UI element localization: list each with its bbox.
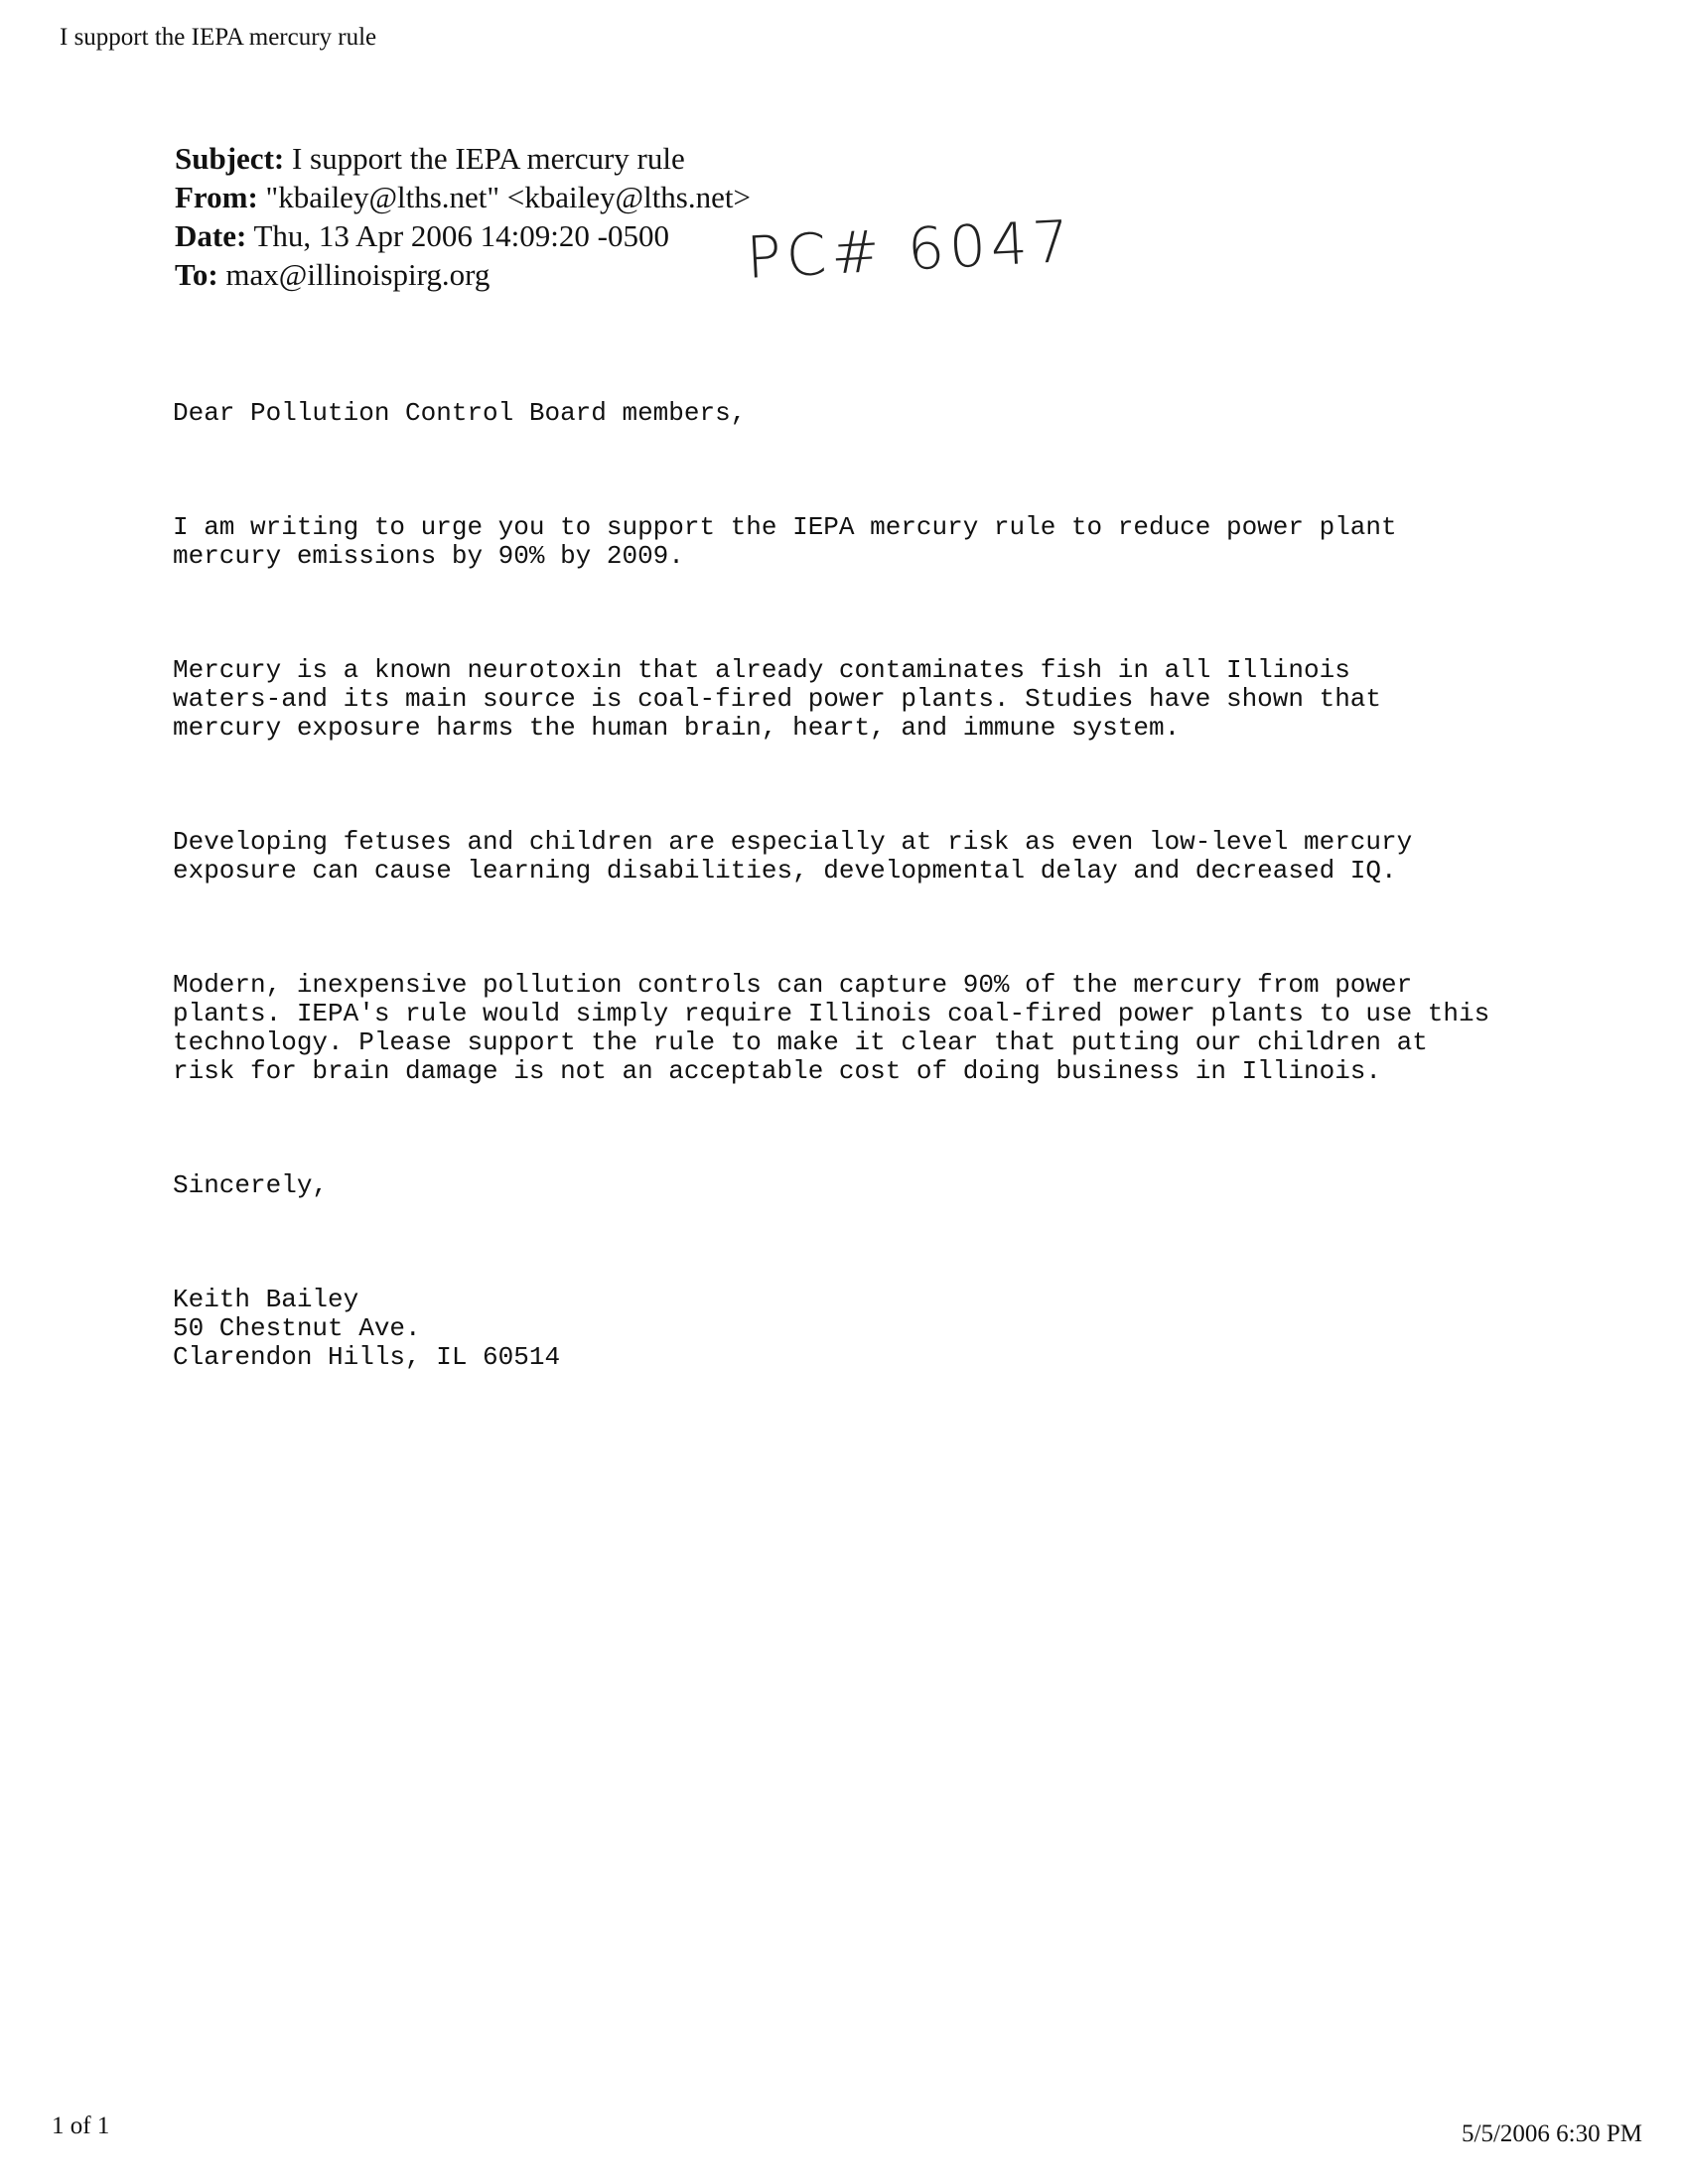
- header-subject-value: I support the IEPA mercury rule: [291, 141, 685, 176]
- header-from-label: From:: [175, 180, 258, 214]
- header-to-label: To:: [175, 257, 218, 292]
- header-date-value: Thu, 13 Apr 2006 14:09:20 -0500: [253, 218, 669, 253]
- header-to: [175, 255, 751, 294]
- header-subject: [175, 139, 751, 178]
- header-date-label: Date:: [175, 218, 247, 253]
- page-count: 1 of 1: [52, 2113, 110, 2139]
- print-timestamp: 5/5/2006 6:30 PM: [1462, 2120, 1642, 2147]
- header-from-value: "kbailey@lths.net" <kbailey@lths.net>: [265, 180, 751, 214]
- handwritten-docket-number: PC# 6047: [745, 206, 1076, 292]
- body-paragraph-4: Modern, inexpensive pollution controls can capture 90% of the mercury from power plants. IEPA's rule would simply require Illinois coal-fired power plants to use this technology. Please support the rule to make it clear that putting our children at risk for brain damage is not an acceptable cost of doing business in Illinois.: [173, 970, 1490, 1086]
- page-header-title: I support the IEPA mercury rule: [60, 24, 377, 51]
- closing: Sincerely,: [173, 1170, 329, 1200]
- email-body: [173, 341, 1543, 1429]
- header-to-value: max@illinoispirg.org: [225, 257, 491, 292]
- signature-block: Keith Bailey 50 Chestnut Ave. Clarendon Hills, IL 60514: [173, 1285, 561, 1372]
- greeting: Dear Pollution Control Board members,: [173, 398, 747, 428]
- header-subject-label: Subject:: [175, 141, 285, 176]
- header-from: [175, 178, 751, 216]
- body-paragraph-3: Developing fetuses and children are especially at risk as even low-level mercury exposure can cause learning disabilities, developmental delay and decreased IQ.: [173, 827, 1413, 886]
- body-paragraph-2: Mercury is a known neurotoxin that already contaminates fish in all Illinois waters-and its main source is coal-fired power plants. Studies have shown that mercury exposure harms the human brain, heart, and immune system.: [173, 655, 1381, 743]
- header-date: [175, 216, 751, 255]
- body-paragraph-1: I am writing to urge you to support the IEPA mercury rule to reduce power plant mercury emissions by 90% by 2009.: [173, 512, 1397, 571]
- email-headers: [175, 139, 751, 294]
